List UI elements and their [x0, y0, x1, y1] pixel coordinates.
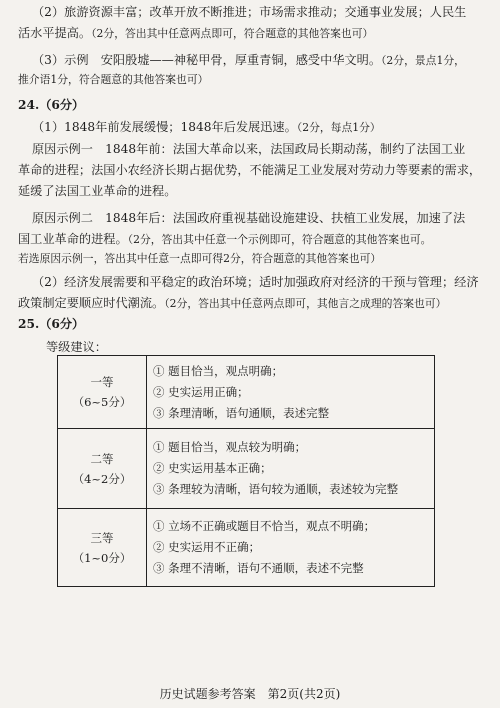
q23-part3-line1 — [32, 52, 465, 69]
q24-reason2-line2 — [18, 231, 431, 248]
grade-criteria-cell — [147, 509, 435, 587]
criterion: ② 史实运用基本正确； — [153, 461, 272, 475]
grade-name: 三等 — [90, 530, 114, 545]
q23-part2-scoring-note: （2分，答出其中任意两点即可，符合题意的其他答案也可） — [91, 27, 374, 40]
criterion: ① 题目恰当，观点较为明确； — [153, 440, 307, 454]
q24-reason-scoring-note-cont: 若选原因示例一，答出其中任意一点即可得2分，符合题意的其他答案也可） — [18, 252, 382, 265]
q23-part3-scoring-note: （2分，景点1分， — [381, 54, 465, 67]
criterion: ③ 条理较为清晰，语句较为通顺，表述较为完整 — [153, 482, 399, 496]
q24-reason1-line1: 原因示例一 1848年前：法国大革命以来，法国政局长期动荡，制约了法国工业 — [32, 142, 466, 156]
grade-score-range: （6~5分） — [72, 395, 132, 409]
grade-row — [58, 429, 435, 509]
grade-row — [58, 509, 435, 587]
grade-name: 一等 — [90, 375, 114, 389]
q24-part2-line1: （2）经济发展需要和平稳定的政治环境；适时加强政府对经济的干预与管理；经济 — [32, 275, 479, 289]
grading-table — [57, 355, 435, 587]
q24-reason2-answer-end: 国工业革命的进程。 — [18, 232, 128, 246]
q24-part1-scoring-note: （2分，每点1分） — [296, 121, 381, 134]
q24-reason1-line2: 革命的进程；法国小农经济长期占据优势，不能满足工业发展对劳动力等要素的需求， — [18, 163, 482, 177]
grade-criteria-cell — [147, 429, 435, 509]
q24-part1-answer: （1）1848年前发展缓慢；1848年后发展迅速。 — [32, 120, 297, 134]
q24-heading: 24.（6分） — [18, 98, 85, 112]
grade-score-range: （4~2分） — [72, 471, 132, 486]
criterion: ③ 条理不清晰，语句不通顺，表述不完整 — [153, 561, 364, 575]
grade-criteria-cell — [147, 356, 435, 429]
q24-part2-answer-end: 政策制定要顺应时代潮流。 — [18, 296, 165, 310]
q24-reason1-line3: 延缓了法国工业革命的进程。 — [18, 184, 177, 198]
q23-part3-example: （3）示例 安阳殷墟——神秘甲骨，厚重青铜，感受中华文明。 — [32, 53, 382, 67]
criterion: ① 立场不正确或题目不恰当，观点不明确； — [153, 519, 376, 533]
grade-level-cell — [58, 356, 147, 429]
q25-heading: 25.（6分） — [18, 317, 85, 331]
criterion: ③ 条理清晰，语句通顺，表述完整 — [153, 405, 330, 420]
q25-grade-suggestion-label: 等级建议： — [46, 340, 107, 354]
q24-part1-line — [32, 119, 381, 136]
criterion: ② 史实运用不正确； — [153, 540, 261, 554]
grade-level-cell — [58, 429, 147, 509]
page-footer: 历史试题参考答案 第2页(共2页) — [159, 687, 341, 701]
criterion: ② 史实运用正确； — [153, 384, 249, 399]
q24-reason2-line1: 原因示例二 1848年后：法国政府重视基础设施建设、扶植工业发展，加速了法 — [32, 211, 466, 225]
q24-part2-line2 — [18, 295, 446, 312]
q24-reason-scoring-note: （2分，答出其中任意一个示例即可，符合题意的其他答案也可。 — [127, 233, 432, 246]
grade-score-range: （1~0分） — [72, 550, 132, 565]
criterion: ① 题目恰当，观点明确； — [153, 363, 284, 378]
grade-level-cell — [58, 509, 147, 587]
q23-part2-line1: （2）旅游资源丰富；改革开放不断推进；市场需求推动；交通事业发展；人民生 — [32, 5, 467, 19]
grade-row — [58, 356, 435, 429]
q24-part2-scoring-note: （2分，答出其中任意两点即可，其他言之成理的答案也可） — [164, 297, 447, 310]
q23-part3-line2: 推介语1分，符合题意的其他答案也可） — [18, 73, 209, 86]
grade-name: 二等 — [90, 451, 114, 466]
q23-part2-answer-end: 活水平提高。 — [18, 26, 92, 40]
q23-part2-line2 — [18, 25, 373, 42]
